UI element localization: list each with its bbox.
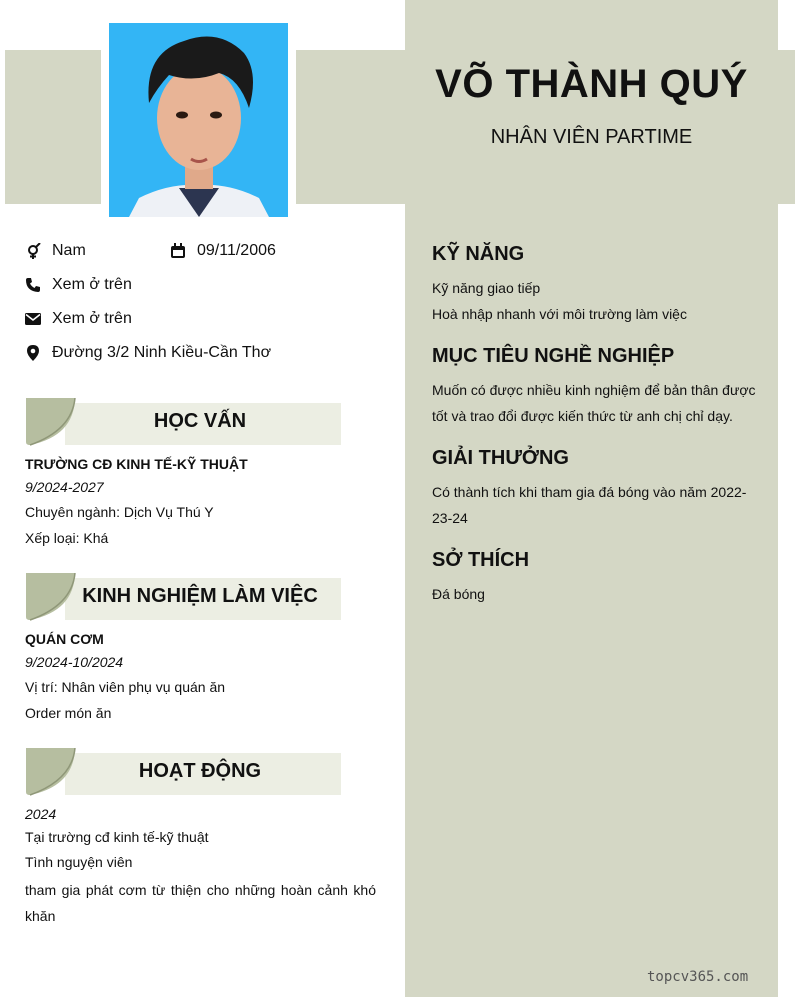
header-band-right bbox=[778, 50, 795, 204]
education-major: Chuyên ngành: Dịch Vụ Thú Y bbox=[25, 504, 214, 520]
page-fold-icon bbox=[26, 748, 76, 796]
phone-row bbox=[25, 276, 132, 294]
experience-position: Vị trí: Nhân viên phụ vụ quán ăn bbox=[25, 679, 226, 695]
email-icon bbox=[25, 311, 41, 327]
address-text: Đường 3/2 Ninh Kiều-Cần Thơ bbox=[52, 344, 272, 361]
page-fold-icon bbox=[26, 573, 76, 621]
watermark: topcv365.com bbox=[647, 969, 749, 985]
activity-role: Tình nguyện viên bbox=[25, 854, 133, 870]
calendar-icon bbox=[170, 243, 186, 259]
location-icon bbox=[25, 345, 41, 361]
header-band-left bbox=[5, 50, 101, 204]
birthdate-text: 09/11/2006 bbox=[197, 242, 276, 259]
page-fold-icon bbox=[26, 398, 76, 446]
profile-photo bbox=[109, 23, 288, 217]
candidate-name: VÕ THÀNH QUÝ bbox=[435, 62, 748, 106]
gender-text: Nam bbox=[52, 242, 86, 259]
experience-section-header bbox=[25, 573, 341, 617]
activities-heading: HOẠT ĐỘNG bbox=[138, 760, 262, 782]
activity-place: Tại trường cđ kinh tế-kỹ thuật bbox=[25, 829, 209, 845]
hobbies-text: Đá bóng bbox=[432, 586, 485, 602]
education-section-header bbox=[25, 398, 341, 442]
awards-heading: GIẢI THƯỞNG bbox=[432, 447, 569, 469]
activity-year: 2024 bbox=[25, 806, 57, 822]
experience-heading: KINH NGHIỆM LÀM VIỆC bbox=[82, 585, 318, 607]
phone-text: Xem ở trên bbox=[52, 276, 132, 293]
awards-text: Có thành tích khi tham gia đá bóng vào năm 2022-23-24 bbox=[432, 484, 747, 526]
objective-heading: MỤC TIÊU NGHỀ NGHIỆP bbox=[432, 345, 675, 367]
job-title: NHÂN VIÊN PARTIME bbox=[490, 126, 693, 148]
email-text: Xem ở trên bbox=[52, 310, 132, 327]
gender-icon bbox=[25, 243, 41, 259]
school-name: TRƯỜNG CĐ KINH TẾ-KỸ THUẬT bbox=[25, 456, 248, 472]
activity-description: tham gia phát cơm từ thiện cho những hoàn cảnh khó khăn bbox=[25, 882, 376, 924]
hobbies-heading: SỞ THÍCH bbox=[432, 549, 530, 571]
birthdate-row bbox=[170, 242, 276, 260]
header-band-middle bbox=[296, 50, 406, 204]
company-name: QUÁN CƠM bbox=[25, 631, 104, 647]
activities-section-header bbox=[25, 748, 341, 792]
skills-heading: KỸ NĂNG bbox=[432, 243, 525, 265]
education-heading: HỌC VẤN bbox=[153, 410, 247, 432]
gender-row bbox=[25, 242, 86, 260]
education-period: 9/2024-2027 bbox=[25, 479, 104, 495]
education-rank: Xếp loại: Khá bbox=[25, 530, 109, 546]
phone-icon bbox=[25, 277, 41, 293]
address-row bbox=[25, 344, 271, 362]
objective-text: Muốn có được nhiều kinh nghiệm để bản thân được tốt và trao đổi được kiến thức từ anh chị chỉ dạy. bbox=[432, 382, 756, 424]
email-row bbox=[25, 310, 132, 328]
experience-period: 9/2024-10/2024 bbox=[25, 654, 124, 670]
skills-item: Kỹ năng giao tiếp bbox=[432, 280, 541, 296]
experience-task: Order món ăn bbox=[25, 705, 112, 721]
skills-item: Hoà nhập nhanh với môi trường làm việc bbox=[432, 306, 687, 322]
